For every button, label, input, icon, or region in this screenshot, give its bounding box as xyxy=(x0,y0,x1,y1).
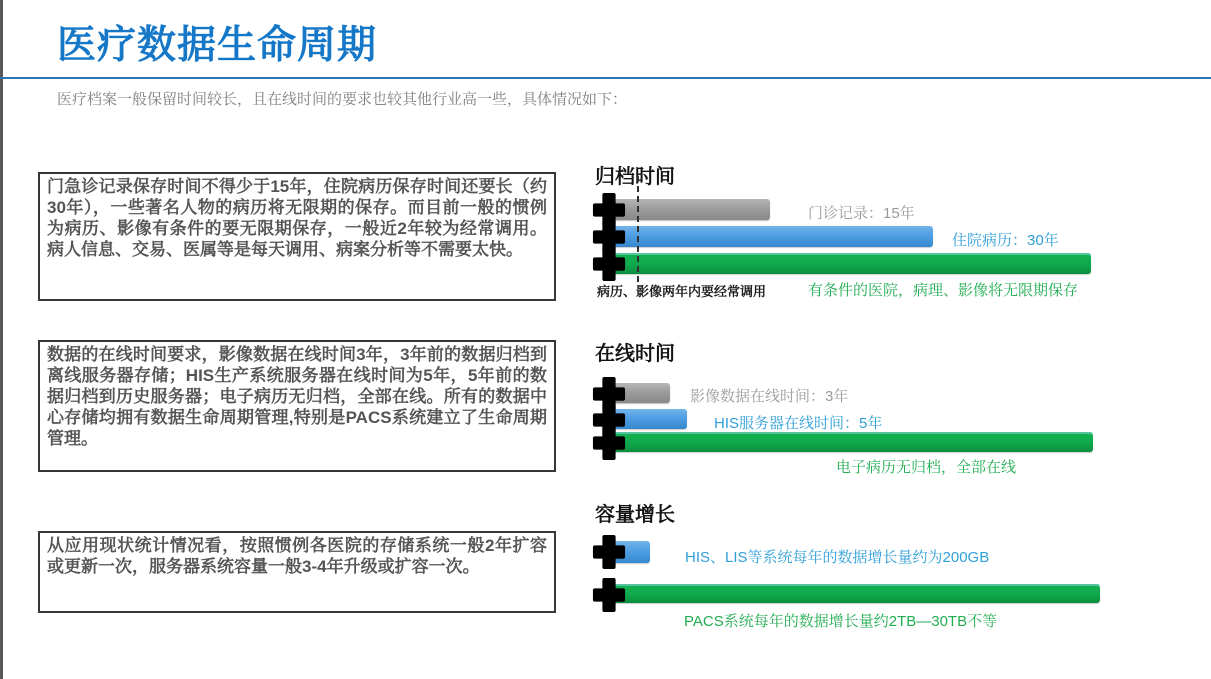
note-text: 数据的在线时间要求，影像数据在线时间3年，3年前的数据归档到离线服务器存储；HIS生产系统服务器在线时间为5年，5年前的数据归档到历史服务器；电子病历无归档，全部在线。所有的数据中心存储均拥有数据生命周期管理,特别是PACS系统建立了生命周期管理。 xyxy=(47,345,547,448)
section-title-archive: 归档时间 xyxy=(595,166,675,188)
note-text: 门急诊记录保存时间不得少于15年，住院病历保存时间还要长（约30年），一些著名人物的病历将无限期的保存。而目前一般的惯例为病历、影像有条件的要无限期保存，一般近2年较为经常调用。病人信息、交易、医属等是每天调用、病案分析等不需要太快。 xyxy=(47,177,547,259)
bar-label-imaging-online: 影像数据在线时间：3年 xyxy=(690,388,849,405)
note-text: 从应用现状统计情况看，按照惯例各医院的存储系统一般2年扩容或更新一次，服务器系统容量一般3-4年升级或扩容一次。 xyxy=(47,536,547,576)
title-divider xyxy=(0,77,1211,79)
note-box-capacity xyxy=(38,531,556,613)
plus-cross-icon xyxy=(592,423,626,463)
page-title: 医疗数据生命周期 xyxy=(57,24,378,67)
plus-cross-icon xyxy=(592,575,626,615)
bar-inpatient-records xyxy=(608,226,933,247)
note-box-online xyxy=(38,340,556,472)
subtitle: 医疗档案一般保留时间较长，且在线时间的要求也较其他行业高一些，具体情况如下： xyxy=(57,91,628,108)
note-box-archive xyxy=(38,172,556,301)
bar-label-emr-online: 电子病历无归档，全部在线 xyxy=(836,459,1017,476)
archive-annotation: 病历、影像两年内要经常调用 xyxy=(597,284,767,299)
bar-emr-online xyxy=(608,432,1093,452)
bar-outpatient-records xyxy=(608,199,770,220)
bar-label-his-online: HIS服务器在线时间：5年 xyxy=(714,415,883,432)
bar-label-unlimited: 有条件的医院，病理、影像将无限期保存 xyxy=(808,282,1079,299)
left-edge-rule xyxy=(0,0,3,679)
section-title-capacity: 容量增长 xyxy=(595,504,675,526)
bar-label-inpatient: 住院病历：30年 xyxy=(952,232,1059,249)
bar-label-his-lis-growth: HIS、LIS等系统每年的数据增长量约为200GB xyxy=(685,549,990,566)
two-year-dashed-marker xyxy=(637,176,639,282)
bar-pacs-growth xyxy=(608,584,1100,603)
bar-label-pacs-growth: PACS系统每年的数据增长量约2TB—30TB不等 xyxy=(684,613,998,630)
bar-label-outpatient: 门诊记录：15年 xyxy=(808,205,915,222)
plus-cross-icon xyxy=(592,244,626,284)
bar-unlimited-retention xyxy=(608,253,1091,274)
plus-cross-icon xyxy=(592,532,626,572)
section-title-online: 在线时间 xyxy=(595,343,675,365)
